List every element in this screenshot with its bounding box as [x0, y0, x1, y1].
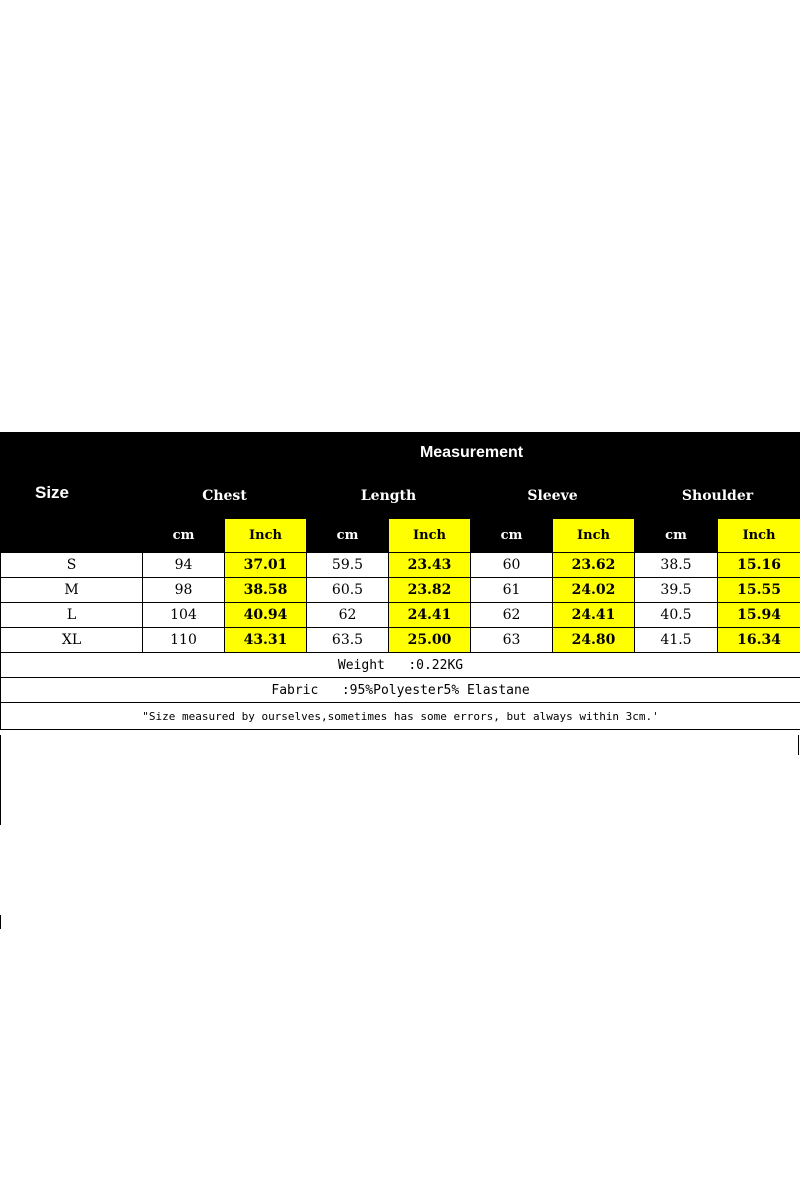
weight-row: Weight :0.22KG [1, 653, 800, 678]
size-label: M [1, 578, 143, 603]
sleeve-inch: 24.02 [553, 578, 635, 603]
unit-cm-length: cm [307, 519, 389, 553]
chest-cm: 98 [143, 578, 225, 603]
unit-cm-shoulder: cm [635, 519, 718, 553]
length-inch: 23.43 [389, 553, 471, 578]
border-fragment-left [0, 735, 1, 825]
sleeve-inch: 24.41 [553, 603, 635, 628]
shoulder-cm: 39.5 [635, 578, 718, 603]
chest-cm: 104 [143, 603, 225, 628]
column-header-shoulder: Shoulder [635, 474, 800, 519]
border-fragment-right [798, 735, 799, 755]
length-cm: 59.5 [307, 553, 389, 578]
shoulder-inch: 15.55 [718, 578, 800, 603]
sleeve-cm: 60 [471, 553, 553, 578]
sleeve-cm: 62 [471, 603, 553, 628]
unit-inch-sleeve: Inch [553, 519, 635, 553]
column-header-length: Length [307, 474, 471, 519]
table-row [1, 603, 800, 628]
unit-inch-shoulder: Inch [718, 519, 800, 553]
unit-inch-length: Inch [389, 519, 471, 553]
shoulder-cm: 41.5 [635, 628, 718, 653]
unit-cm-chest: cm [143, 519, 225, 553]
length-cm: 60.5 [307, 578, 389, 603]
chest-inch: 40.94 [225, 603, 307, 628]
size-header: Size [1, 433, 143, 553]
shoulder-cm: 38.5 [635, 553, 718, 578]
sleeve-inch: 24.80 [553, 628, 635, 653]
size-label: XL [1, 628, 143, 653]
chest-cm: 94 [143, 553, 225, 578]
length-cm: 62 [307, 603, 389, 628]
length-cm: 63.5 [307, 628, 389, 653]
column-header-sleeve: Sleeve [471, 474, 635, 519]
table-row [1, 578, 800, 603]
size-table [0, 432, 800, 730]
sleeve-inch: 23.62 [553, 553, 635, 578]
column-header-chest: Chest [143, 474, 307, 519]
shoulder-cm: 40.5 [635, 603, 718, 628]
size-label: S [1, 553, 143, 578]
shoulder-inch: 15.16 [718, 553, 800, 578]
chest-inch: 43.31 [225, 628, 307, 653]
chest-inch: 37.01 [225, 553, 307, 578]
length-inch: 24.41 [389, 603, 471, 628]
chest-inch: 38.58 [225, 578, 307, 603]
fabric-row: Fabric :95%Polyester5% Elastane [1, 678, 800, 703]
measurement-header: Measurement [143, 433, 800, 474]
size-note: "Size measured by ourselves,sometimes has some errors, but always within 3cm.' [1, 703, 800, 730]
length-inch: 23.82 [389, 578, 471, 603]
table-row [1, 553, 800, 578]
border-tick [0, 915, 1, 929]
size-label: L [1, 603, 143, 628]
shoulder-inch: 16.34 [718, 628, 800, 653]
table-row [1, 628, 800, 653]
unit-cm-sleeve: cm [471, 519, 553, 553]
sleeve-cm: 61 [471, 578, 553, 603]
sleeve-cm: 63 [471, 628, 553, 653]
shoulder-inch: 15.94 [718, 603, 800, 628]
chest-cm: 110 [143, 628, 225, 653]
length-inch: 25.00 [389, 628, 471, 653]
size-chart [0, 432, 800, 730]
unit-inch-chest: Inch [225, 519, 307, 553]
